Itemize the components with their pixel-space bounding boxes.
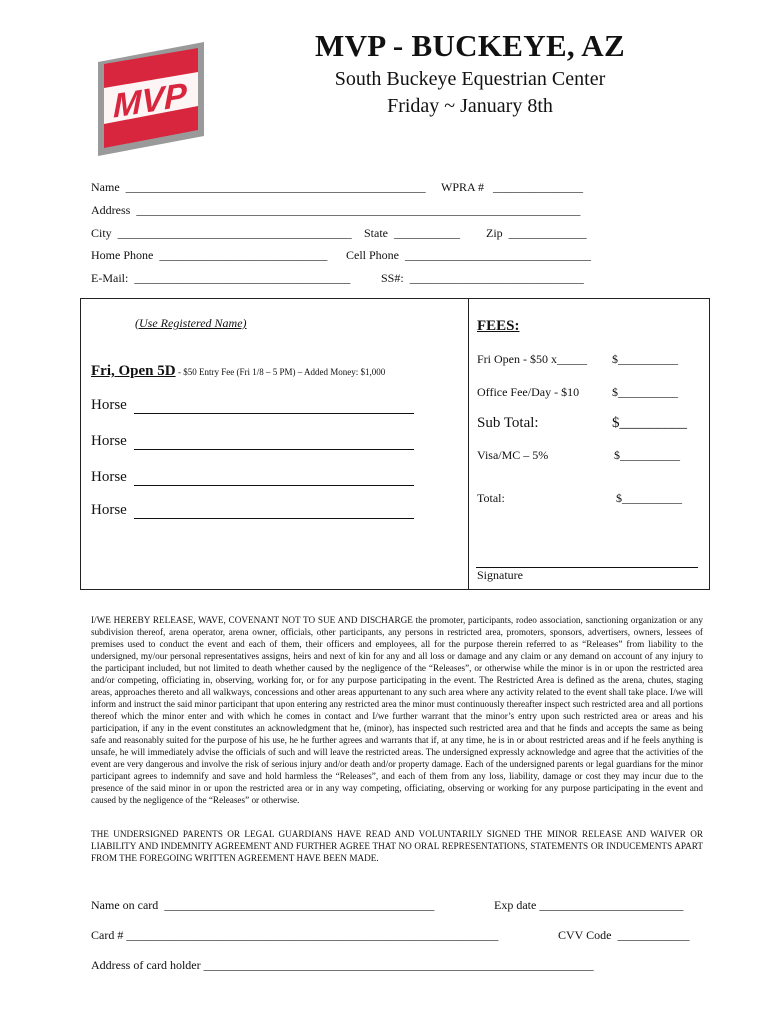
class-title: Fri, Open 5D: [91, 363, 176, 379]
zip-field-row[interactable]: Zip _____________: [486, 226, 587, 240]
horse-field-2[interactable]: [134, 449, 414, 450]
horse-field-3[interactable]: [134, 485, 414, 486]
release-paragraph: I/WE HEREBY RELEASE, WAVE, COVENANT NOT TO SUE AND DISCHARGE the promoter, participants, rodeo association, sanctioning organization or any subdivision thereof, arena operator, arena owner, officials, other participants, any persons in restricted area, promoters, sponsors, advertisers, owners, lessees of premises used to conduct the event and each of them, their officers and employees, all for the purpose therein referred to as “Releases” from liability to the undersigned, my/our personal representatives assigns, heirs and next of kin for any and all loss or damage and any claim or any demand on account of any injury to the participant included, but not limited to death whether caused by the negligence of the “Releases”, or otherwise while the minor is in or upon the restricted area and/or competing, officiating in, observing, working for, or for any purpose participating in the event. The Restricted Area is defined as the arena, chutes, staging areas, approaches thereto and all walkways, concessions and other areas appurtenant to any such area where any activity related to the event shall take place. I/we will inform and instruct the said minor participant that upon entering any restricted area the minor must continuously thereafter inspect such restricted area and all portions thereof which the minor enter and with which he comes in contact and I/we further warrant that the minor’s entry upon such restricted area or areas and his participation, if any in the event constitutes an acknowledgment that he, (minor), has inspected such restricted area and that he finds and accepts the same as being safe and reasonably suited for the purpose of his use, he he further agrees and warrants that if, at any time, he is in or about restricted areas and if he feels anything is unsafe, he will immediately advise the officials of such and will leave the restricted areas. The undersigned expressly acknowledge and agree that the activities of the event are very dangerous and involve the risk of serious injury and/or death and/or property damage. Each of the undersigned parents or legal guardians for the minor participant agrees to indemnify and save and hold harmless the “Releases”, and each of them from any loss, liability, damage or cost they may incur due to the presence of the said minor in or upon the restricted area or in any way competing, officiating, observing or working for any purpose participating in the event and caused by the negligence of the “Releases” or otherwise.: [91, 615, 703, 805]
entry-box: [80, 298, 710, 590]
page-title: MVP - BUCKEYE, AZ: [315, 28, 625, 63]
cvv-row[interactable]: CVV Code ____________: [558, 928, 690, 942]
email-label: E-Mail:: [91, 271, 129, 285]
horse-label-1: Horse: [91, 397, 127, 413]
state-label: State: [364, 226, 388, 240]
svg-text:MVP: MVP: [113, 76, 187, 126]
fee-office-label: Office Fee/Day - $10: [477, 385, 580, 399]
class-detail: - $50 Entry Fee (Fri 1/8 – 5 PM) – Added Money: $1,000: [178, 367, 386, 377]
cvv-label: CVV Code: [558, 928, 612, 942]
exp-date-row[interactable]: Exp date ________________________: [494, 898, 684, 912]
wpra-field-row[interactable]: WPRA # _______________: [441, 180, 584, 194]
visa-fee-amount[interactable]: $__________: [614, 448, 680, 462]
cell-phone-label: Cell Phone: [346, 248, 399, 262]
visa-fee-label: Visa/MC – 5%: [477, 448, 549, 462]
name-on-card-label: Name on card: [91, 898, 159, 912]
name-field-row[interactable]: Name __________________________________________________: [91, 180, 426, 194]
fee-open-amount[interactable]: $__________: [612, 352, 678, 366]
fee-open-label: Fri Open - $50 x_____: [477, 352, 587, 366]
entry-box-divider: [468, 298, 469, 590]
wpra-label: WPRA #: [441, 180, 485, 194]
fee-office-amount[interactable]: $__________: [612, 385, 678, 399]
total-label: Total:: [477, 491, 505, 505]
name-on-card-row[interactable]: Name on card _____________________________________________: [91, 898, 435, 912]
venue-name: South Buckeye Equestrian Center: [334, 68, 606, 90]
fees-title: FEES:: [477, 318, 520, 334]
horse-label-3: Horse: [91, 469, 127, 485]
card-holder-address-row[interactable]: Address of card holder _________________________________________________________________: [91, 958, 594, 972]
mvp-logo: [92, 40, 210, 158]
card-number-row[interactable]: Card # ______________________________________________________________: [91, 928, 499, 942]
ss-field-row[interactable]: SS#: _____________________________: [381, 271, 584, 285]
guardian-statement: THE UNDERSIGNED PARENTS OR LEGAL GUARDIANS HAVE READ AND VOLUNTARILY SIGNED THE MINOR RELEASE AND WAIVER OR LIABILITY AND INDEMNITY AGREEMENT AND FURTHER AGREE THAT NO ORAL REPRESENTATIONS, STATEMENTS OR INDUCEMENTS APART FROM THE FOREGOING WRITTEN AGREEMENT HAVE BEEN MADE.: [91, 829, 703, 863]
state-field-row[interactable]: State ___________: [364, 226, 460, 240]
horse-field-4[interactable]: [134, 518, 414, 519]
card-holder-address-label: Address of card holder: [91, 958, 201, 972]
horse-label-4: Horse: [91, 502, 127, 518]
home-phone-label: Home Phone: [91, 248, 154, 262]
event-date: Friday ~ January 8th: [387, 95, 553, 117]
home-phone-field-row[interactable]: Home Phone ____________________________: [91, 248, 328, 262]
zip-label: Zip: [486, 226, 503, 240]
name-label: Name: [91, 180, 120, 194]
exp-date-label: Exp date: [494, 898, 537, 912]
cell-phone-field-row[interactable]: Cell Phone _______________________________: [346, 248, 591, 262]
subtotal-label: Sub Total:: [477, 415, 539, 431]
card-number-label: Card #: [91, 928, 124, 942]
email-field-row[interactable]: E-Mail: ____________________________________: [91, 271, 351, 285]
subtotal-amount[interactable]: $_________: [612, 415, 687, 431]
total-amount[interactable]: $__________: [616, 491, 682, 505]
horse-field-1[interactable]: [134, 413, 414, 414]
address-label: Address: [91, 203, 131, 217]
address-field-row[interactable]: Address __________________________________________________________________________: [91, 203, 581, 217]
registered-name-note: (Use Registered Name): [135, 316, 247, 330]
city-label: City: [91, 226, 112, 240]
signature-label: Signature: [477, 568, 523, 582]
city-field-row[interactable]: City _______________________________________: [91, 226, 352, 240]
ss-label: SS#:: [381, 271, 404, 285]
horse-label-2: Horse: [91, 433, 127, 449]
